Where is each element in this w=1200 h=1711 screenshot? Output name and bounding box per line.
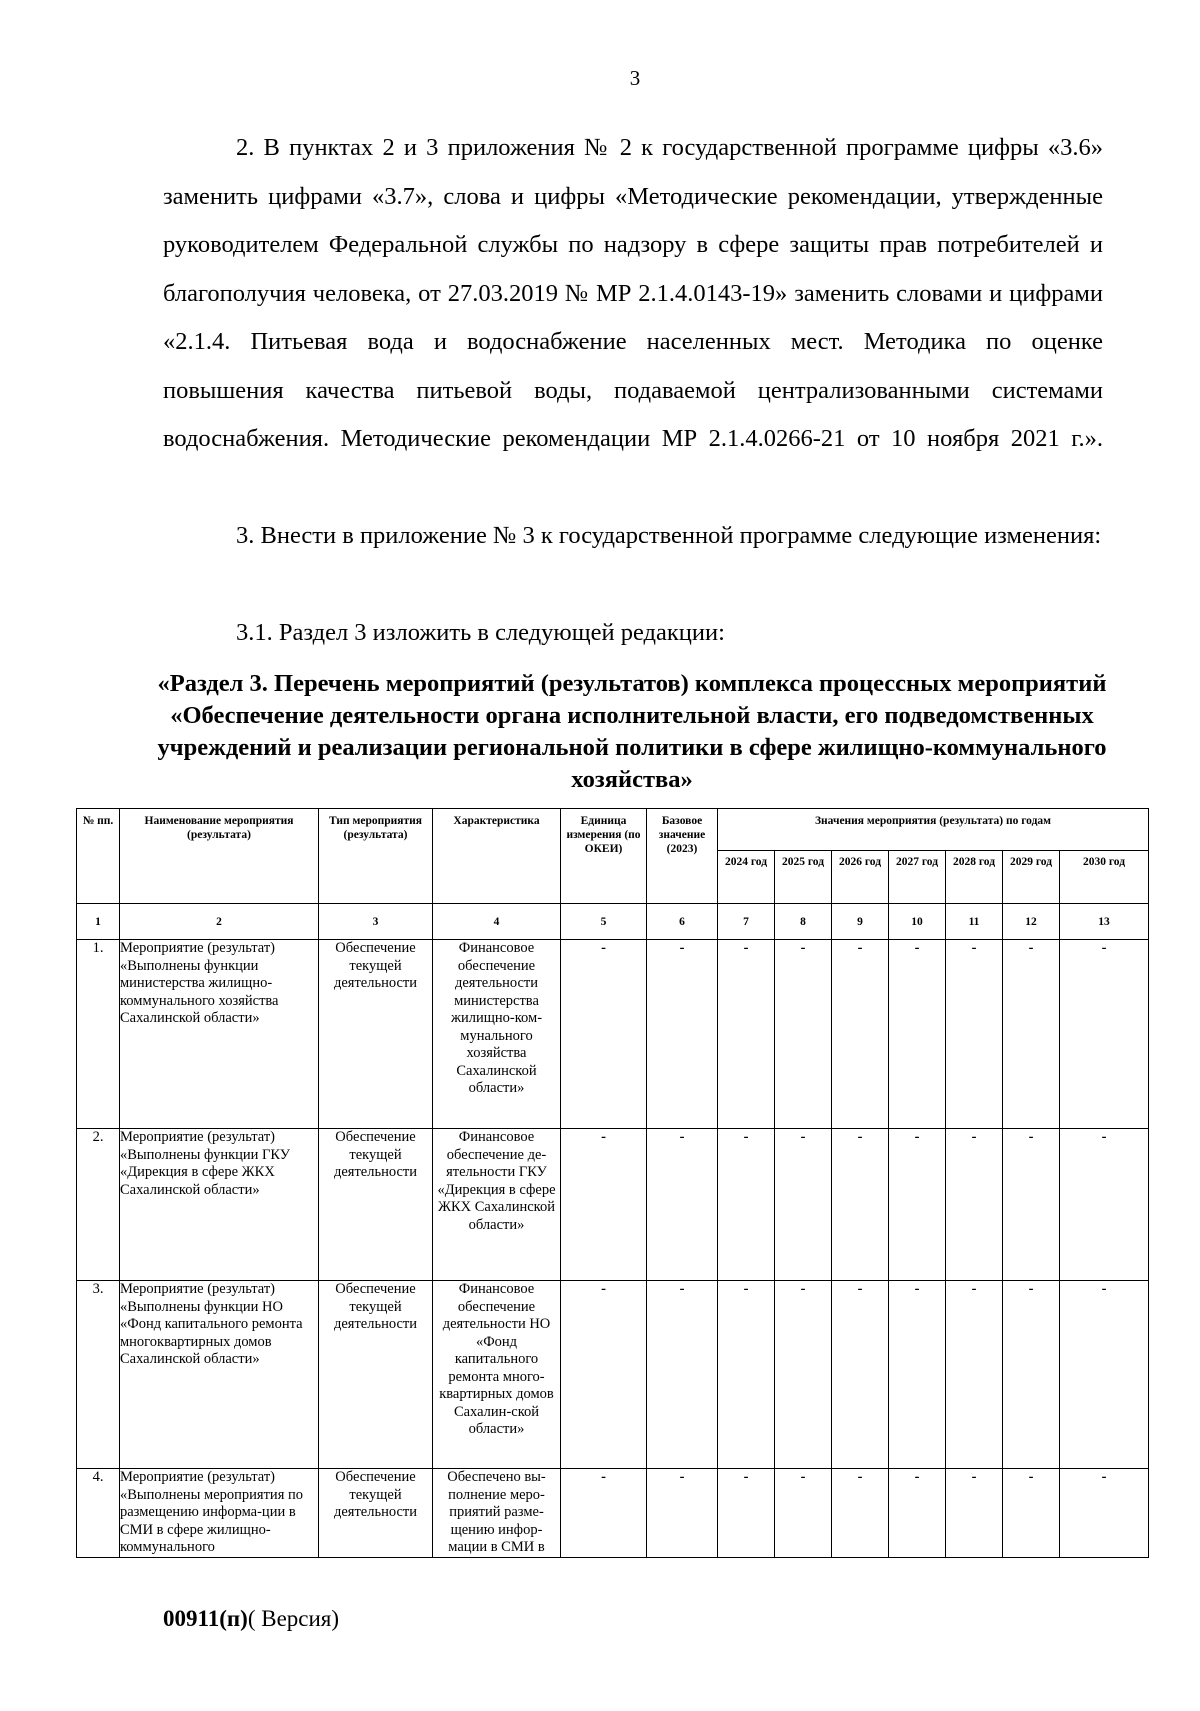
table-row <box>77 1129 1149 1281</box>
header-name: Наименование мероприятия (результата) <box>120 809 319 904</box>
row-number: 2. <box>77 1129 120 1281</box>
column-number: 13 <box>1060 904 1149 940</box>
table-row <box>77 1469 1149 1558</box>
document-footer <box>163 1606 339 1632</box>
base-value: - <box>647 1129 718 1281</box>
year-value: - <box>946 940 1003 1129</box>
column-number: 9 <box>832 904 889 940</box>
year-value: - <box>775 1469 832 1558</box>
measure-name: Мероприятие (результат) «Выполнены функции ГКУ «Дирекция в сфере ЖКХ Сахалинской области» <box>120 1129 319 1281</box>
measure-name: Мероприятие (результат) «Выполнены функции министерства жилищно-коммунального хозяйства Сахалинской области» <box>120 940 319 1129</box>
row-number: 4. <box>77 1469 120 1558</box>
column-number: 11 <box>946 904 1003 940</box>
paragraph-item-3-1: 3.1. Раздел 3 изложить в следующей редакции: <box>236 619 725 646</box>
year-value: - <box>832 1281 889 1469</box>
header-no: № пп. <box>77 809 120 904</box>
row-number: 3. <box>77 1281 120 1469</box>
year-value: - <box>1060 1469 1149 1558</box>
year-value: - <box>1003 1469 1060 1558</box>
unit-value: - <box>561 940 647 1129</box>
header-year-2029: 2029 год <box>1003 851 1060 904</box>
year-value: - <box>718 1129 775 1281</box>
year-value: - <box>1060 940 1149 1129</box>
base-value: - <box>647 940 718 1129</box>
year-value: - <box>889 940 946 1129</box>
column-number: 1 <box>77 904 120 940</box>
column-number: 5 <box>561 904 647 940</box>
body-text <box>163 124 1103 464</box>
table-row <box>77 940 1149 1129</box>
page-number: 3 <box>629 66 641 90</box>
base-value: - <box>647 1281 718 1469</box>
paragraph-item-3: 3. Внести в приложение № 3 к государственной программе следующие изменения: <box>236 522 1102 549</box>
paragraph-item-2: 2. В пунктах 2 и 3 приложения № 2 к государственной программе цифры «3.6» заменить цифрами «3.7», слова и цифры «Методические рекомендации, утвержденные руководителем Федеральной службы по надзору в сфере защиты прав потребителей и благополучия человека, от 27.03.2019 № МР 2.1.4.0143-19» заменить словами и цифрами «2.1.4. Питьевая вода и водоснабжение населенных мест. Методика по оценке повышения качества питьевой воды, подаваемой централизованными системами водоснабжения. Методические рекомендации МР 2.1.4.0266-21 от 10 ноября 2021 г.». <box>163 134 1103 452</box>
column-number: 4 <box>433 904 561 940</box>
year-value: - <box>832 1129 889 1281</box>
table-row <box>77 1281 1149 1469</box>
year-value: - <box>718 940 775 1129</box>
column-number: 12 <box>1003 904 1060 940</box>
unit-value: - <box>561 1281 647 1469</box>
section-title: «Раздел 3. Перечень мероприятий (результатов) комплекса процессных мероприятий «Обеспечение деятельности органа исполнительной власти, его подведомственных учреждений и реализации региональной политики в сфере жилищно-коммунального хозяйства» <box>157 670 1107 793</box>
header-year-2026: 2026 год <box>832 851 889 904</box>
header-year-2030: 2030 год <box>1060 851 1149 904</box>
measure-type: Обеспечение текущей деятельности <box>319 1281 433 1469</box>
measure-type: Обеспечение текущей деятельности <box>319 1469 433 1558</box>
year-value: - <box>889 1129 946 1281</box>
year-value: - <box>718 1469 775 1558</box>
year-value: - <box>775 940 832 1129</box>
measures-table <box>76 808 1149 1558</box>
year-value: - <box>889 1469 946 1558</box>
header-type: Тип мероприятия (результата) <box>319 809 433 904</box>
column-number: 2 <box>120 904 319 940</box>
year-value: - <box>775 1281 832 1469</box>
header-characteristic: Характеристика <box>433 809 561 904</box>
measure-type: Обеспечение текущей деятельности <box>319 1129 433 1281</box>
row-number: 1. <box>77 940 120 1129</box>
column-number: 10 <box>889 904 946 940</box>
measure-characteristic: Финансовое обеспечение де-ятельности ГКУ «Дирекция в сфере ЖКХ Сахалинской области» <box>433 1129 561 1281</box>
column-numbers-row <box>77 904 1149 940</box>
measure-characteristic: Финансовое обеспечение деятельности министерства жилищно-ком-мунального хозяйства Сахалинской области» <box>433 940 561 1129</box>
year-value: - <box>1003 1129 1060 1281</box>
year-value: - <box>1060 1281 1149 1469</box>
year-value: - <box>946 1281 1003 1469</box>
year-value: - <box>1060 1129 1149 1281</box>
year-value: - <box>946 1129 1003 1281</box>
measure-characteristic: Обеспечено вы-полнение меро-приятий разме-щению инфор-мации в СМИ в <box>433 1469 561 1558</box>
year-value: - <box>1003 1281 1060 1469</box>
unit-value: - <box>561 1469 647 1558</box>
document-code: 00911(п) <box>163 1606 248 1631</box>
column-number: 3 <box>319 904 433 940</box>
header-year-2025: 2025 год <box>775 851 832 904</box>
year-value: - <box>718 1281 775 1469</box>
body-text-3 <box>163 609 1103 658</box>
header-values-by-year: Значения мероприятия (результата) по годам <box>718 809 1149 851</box>
year-value: - <box>946 1469 1003 1558</box>
year-value: - <box>889 1281 946 1469</box>
base-value: - <box>647 1469 718 1558</box>
header-base-value: Базовое значение (2023) <box>647 809 718 904</box>
year-value: - <box>775 1129 832 1281</box>
measure-characteristic: Финансовое обеспечение деятельности НО «Фонд капитального ремонта много-квартирных домов Сахалин-ской области» <box>433 1281 561 1469</box>
measure-type: Обеспечение текущей деятельности <box>319 940 433 1129</box>
column-number: 6 <box>647 904 718 940</box>
header-year-2024: 2024 год <box>718 851 775 904</box>
column-number: 8 <box>775 904 832 940</box>
document-version: ( Версия) <box>247 1606 340 1631</box>
unit-value: - <box>561 1129 647 1281</box>
measure-name: Мероприятие (результат) «Выполнены функции НО «Фонд капитального ремонта многоквартирных домов Сахалинской области» <box>120 1281 319 1469</box>
body-text-2 <box>163 512 1103 561</box>
year-value: - <box>832 940 889 1129</box>
year-value: - <box>1003 940 1060 1129</box>
header-year-2028: 2028 год <box>946 851 1003 904</box>
column-number: 7 <box>718 904 775 940</box>
header-unit: Единица измерения (по ОКЕИ) <box>561 809 647 904</box>
measure-name: Мероприятие (результат) «Выполнены мероприятия по размещению информа-ции в СМИ в сфере жилищно-коммунального <box>120 1469 319 1558</box>
year-value: - <box>832 1469 889 1558</box>
header-year-2027: 2027 год <box>889 851 946 904</box>
